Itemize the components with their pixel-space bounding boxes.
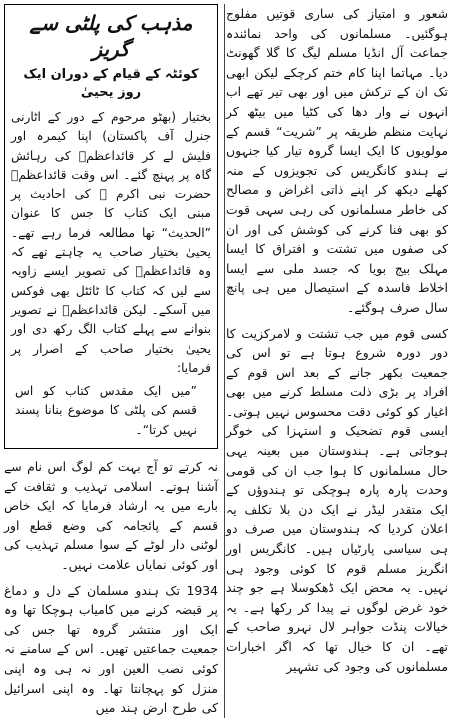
box-paragraph: بختیار (بھٹو مرحوم کے دور کے اٹارنی جنرل آف پاکستان) اپنا کیمرہ اور فلیش لے کر قائداعظمؒ کی رہائش گاہ پر پہنچ گئے۔ اس وقت قائداعظمؒ حضرت نبی اکرم ﷺ کی احادیث پر مبنی ایک کتاب کا جس کا عنوان ”الحدیث“ تھا مطالعہ فرما رہے تھے۔ یحییٰ بختیار صاحب یہ چاہتے تھے کہ وہ قائداعظمؒ کی تصویر ایسے زاویہ سے لیں کہ کتاب کا ٹائٹل بھی فوکس میں آسکے۔ لیکن قائداعظمؒ نے تصویر بنوانے سے پہلے کتاب الگ رکھ دی اور یحییٰ بختیار صاحب کے اصرار پر فرمایا:: [11, 110, 211, 375]
box-quote: ”میں ایک مقدس کتاب کو اس قسم کی پلٹی کا موضوع بنانا پسند نہیں کرتا“۔: [15, 384, 197, 437]
boxed-article: [4, 4, 218, 449]
left-paragraph-2-text: تک ہندو مسلمان کے دل و دماغ پر قبضہ کرنے میں کامیاب ہوچکا تھا وہ ایک اور منتشر گروہ تھا جس کی جمعیت جماعتیں تھیں۔ اس کے سامنے نہ کوئی نصب العین اور نہ ہی وہ اپنی منزل کو پہچانتا تھا۔ وہ اپنی اسرائیل کی طرح ارض ہند میں: [4, 582, 218, 716]
year-label: 1934: [186, 582, 218, 598]
right-column: [226, 4, 448, 682]
box-title: مذہب کی پلٹی سے گریز: [29, 11, 193, 61]
left-column: [4, 4, 218, 724]
left-paragraph-1: نہ کرتے تو آج بہت کم لوگ اس نام سے آشنا ہوتے۔ اسلامی تہذیب و ثقافت کے بارے میں یہ ارشاد فرمایا کہ ایک خاص قسم کے پائجامہ کی وضع قطع اور لوٹنی دار لوٹے کے سوا مسلم تہذیب کی اور کوئی نمایاں علامت نہیں۔: [4, 459, 218, 573]
column-divider: [224, 4, 225, 718]
box-subtitle: کوئٹہ کے قیام کے دوران ایک روز یحییٰ: [23, 67, 199, 100]
right-paragraph-1: شعور و امتیاز کی ساری قوتیں مفلوج ہوگئیں۔ مسلمانوں کی واحد نمائندہ جماعت آل انڈیا مسلم لیگ کا گلا گھونٹ دیا۔ مہاتما اپنا کام ختم کرچکے لیکن ابھی تک ان کے ترکش میں اور بھی تیر تھے اب انہوں نے وار دھا کی کٹیا میں بیٹھ کر نہایت منظم طریقہ پر ”شریت“ قسم کے مولویوں کا ایک ایسا گروہ تیار کیا جنہوں نے ہندو کانگریس کی تجویزوں کے منہ کھلے دیکھ کر اپنے ذاتی اغراض و مصالح کی خاطر مسلمانوں کی رہی سہی قوت کو بھی فنا کرنے کی کوشش کی اور ان کی صفوں میں تشتت و افتراق کا ایسا مہلک بیج بویا کہ جسد ملی سے ایسا اخلاط فاسدہ کے استیصال میں ہی پانچ سال صرف ہوگئے۔: [226, 6, 448, 315]
right-paragraph-2: کسی قوم میں جب تشتت و لامرکزیت کا دور دورہ شروع ہوتا ہے تو اس کی جمعیت بکھر جانے کے بعد اس قوم کے افراد پر بڑی ذلت مسلط کرنے میں بھی اغیار کو کوئی دقت محسوس نہیں ہوتی۔ ایسی قوم تضحیک و استہزا کی خوگر ہوجاتی ہے۔ ہندوستان میں بعینہ یہی حال مسلمانوں کا ہوا جب ان کی قومی وحدت پارہ پارہ ہوچکی تو ہندوؤں کے ایک متقدر لیڈر نے ایک دن بلا تکلف یہ اعلان کردیا کہ ہندوستان میں صرف دو ہی سیاسی پارٹیاں ہیں۔ کانگریس اور انگریز مسلم قوم کا کوئی وجود ہی نہیں۔ یہ محض ایک ڈھکوسلا ہے جو چند خود غرض لوگوں نے پیدا کر رکھا ہے۔ یہ خیالات پنڈت جواہر لال نہرو صاحب کے تھے۔ ان کا خیال تھا کہ اگر اخبارات مسلمانوں کی وجود کی تشہیر: [226, 325, 448, 674]
left-paragraph-2: [4, 581, 218, 718]
